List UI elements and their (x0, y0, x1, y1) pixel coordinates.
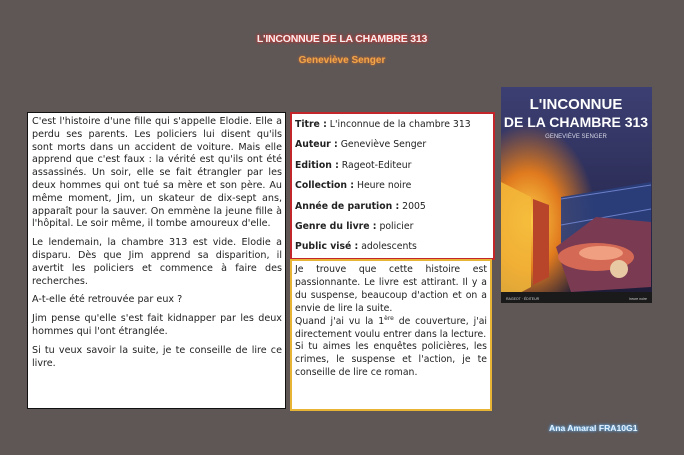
opinion-paragraph (295, 316, 487, 342)
info-row-author (295, 138, 491, 158)
info-label: Genre du livre : (295, 220, 377, 232)
opinion-text: de couverture, j'ai directement voulu entrer dans la lecture. (295, 315, 488, 340)
cover-author: GENEVIÈVE SENGER (545, 134, 607, 140)
summary-paragraph: A-t-elle été retrouvée par eux ? (32, 294, 183, 306)
book-info-box (290, 112, 495, 260)
info-value: Rageot-Editeur (338, 159, 412, 171)
cover-title-line2: DE LA CHAMBRE 313 (503, 114, 649, 130)
info-value: adolescents (358, 241, 417, 253)
info-row-collection (295, 179, 491, 199)
page-title: L'INCONNUE DE LA CHAMBRE 313 (256, 33, 428, 45)
opinion-box (290, 259, 492, 411)
info-row-title (295, 118, 491, 138)
info-label: Collection : (295, 180, 354, 192)
summary-paragraph: Le lendemain, la chambre 313 est vide. Elodie a disparu. Dès que Jim apprend sa disparition, il avertit les policiers et commence à faire des recherches. (32, 237, 282, 287)
book-cover-illustration (501, 87, 652, 303)
summary-paragraph: C'est l'histoire d'une fille qui s'appelle Elodie. Elle a perdu ses parents. Les policiers lui disent qu'ils sont morts dans un accident de voiture. Mais elle apprend que c'est faux : la vérité est qu'ils ont été assassinés. Un soir, elle se fait étrangler par les deux hommes qui ont tué sa mère et son père. Au même moment, Jim, un skateur de dix-sept ans, apparaît pour la sauver. On emmène la jeune fille à l'hôpital. Le soir même, il tombe amoureux d'elle. (32, 116, 282, 230)
opinion-paragraph: Si tu aimes les enquêtes policières, les crimes, le suspense et l'action, je te conseille de lire ce roman. (295, 341, 487, 379)
info-label: Edition : (295, 159, 339, 171)
info-value: Heure noire (354, 180, 412, 192)
info-row-audience (295, 240, 491, 260)
info-label: Année de parution : (295, 200, 400, 212)
cover-collection: heure noire (629, 297, 647, 301)
info-row-edition (295, 159, 491, 179)
cover-title-line1: L'INCONNUE (529, 96, 623, 113)
info-label: Auteur : (295, 139, 338, 151)
opinion-paragraph: Je trouve que cette histoire est passionnante. Le livre est attirant. Il y a du suspense, beaucoup d'action et on a envie de lire la suite. (295, 264, 487, 314)
info-row-year (295, 200, 491, 220)
summary-paragraph: Jim pense qu'elle s'est fait kidnapper par les deux hommes qui l'ont étranglée. (32, 313, 282, 337)
book-cover-image (501, 87, 652, 303)
info-row-genre (295, 220, 491, 240)
opinion-text: Quand j'ai vu la 1 (295, 315, 385, 327)
info-value: L'inconnue de la chambre 313 (326, 119, 471, 130)
info-label: Titre : (295, 119, 327, 130)
summary-box (27, 112, 286, 409)
page-subtitle-author: Geneviève Senger (298, 55, 386, 66)
summary-paragraph: Si tu veux savoir la suite, je te conseille de lire ce livre. (32, 344, 282, 369)
opinion-superscript: ère (384, 314, 394, 322)
info-value: Geneviève Senger (337, 139, 427, 151)
author-credit: Ana Amaral FRA10G1 (549, 423, 638, 433)
info-label: Public visé : (295, 241, 359, 253)
info-value: 2005 (399, 200, 426, 212)
info-value: policier (376, 220, 414, 232)
cover-publisher: RAGEOT · ÉDITEUR (506, 297, 540, 301)
